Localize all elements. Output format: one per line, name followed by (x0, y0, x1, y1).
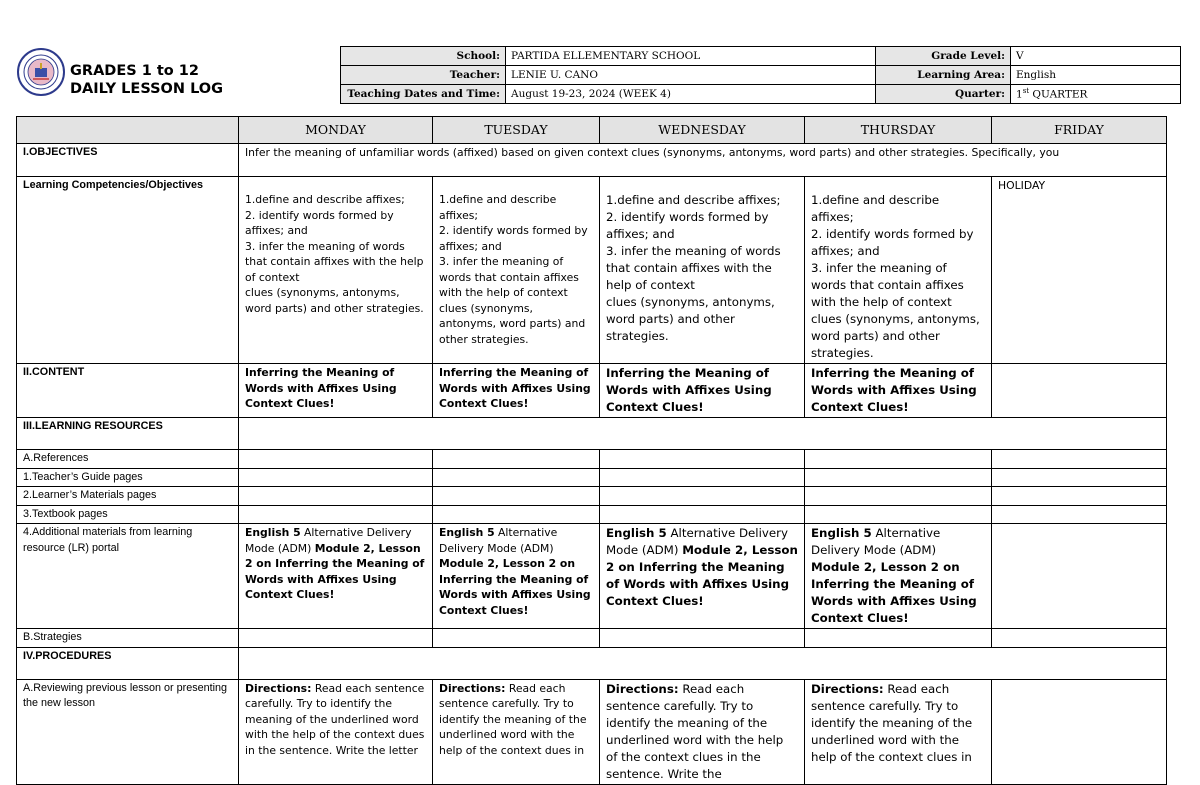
objectives-text: Infer the meaning of unfamiliar words (affixed) based on given context clues (synonyms, antonyms, word parts) and other strategies. Specifically, you (239, 144, 1167, 177)
quarter-label: Quarter: (876, 85, 1011, 104)
additional-wednesday: English 5 Alternative Delivery Mode (ADM) Module 2, Lesson 2 on Inferring the Meaning of Words with Affixes Using Context Clues! (600, 524, 805, 629)
competencies-label: Learning Competencies/Objectives (17, 177, 239, 364)
day-monday: MONDAY (239, 117, 433, 144)
grade-label: Grade Level: (876, 47, 1011, 66)
comp-wednesday: 1.define and describe affixes; 2. identify words formed by affixes; and 3. infer the meaning of words that contain affixes with the help of context clues (synonyms, antonyms, word parts) and other strategies. (600, 177, 805, 364)
day-thursday: THURSDAY (805, 117, 992, 144)
additional-thursday: English 5 Alternative Delivery Mode (ADM) Module 2, Lesson 2 on Inferring the Meaning of Words with Affixes Using Context Clues! (805, 524, 992, 629)
doc-title-dll: DAILY LESSON LOG (70, 81, 224, 97)
day-friday: FRIDAY (992, 117, 1167, 144)
content-wednesday: Inferring the Meaning of Words with Affixes Using Context Clues! (600, 364, 805, 418)
learners-materials-label: 2.Learner’s Materials pages (17, 487, 239, 506)
additional-tuesday: English 5 Alternative Delivery Mode (ADM) Module 2, Lesson 2 on Inferring the Meaning of Words with Affixes Using Context Clues! (433, 524, 600, 629)
content-monday: Inferring the Meaning of Words with Affixes Using Context Clues! (239, 364, 433, 418)
quarter-value: 1st QUARTER (1011, 85, 1181, 104)
header-info-table (340, 46, 1181, 104)
review-wednesday: Directions: Read each sentence carefully. Try to identify the meaning of the underlined word with the help of the context clues in the sentence. Write the (600, 679, 805, 784)
objectives-label: I.OBJECTIVES (17, 144, 239, 177)
dates-value: August 19-23, 2024 (WEEK 4) (506, 85, 876, 104)
content-tuesday: Inferring the Meaning of Words with Affixes Using Context Clues! (433, 364, 600, 418)
doc-title-grades: GRADES 1 to 12 (70, 63, 199, 79)
strategies-label: B.Strategies (17, 629, 239, 648)
review-monday: Directions: Read each sentence carefully. Try to identify the meaning of the underlined word with the help of the context dues in the sentence. Write the letter (239, 679, 433, 784)
teacher-value: LENIE U. CANO (506, 66, 876, 85)
textbook-label: 3.Textbook pages (17, 505, 239, 524)
content-friday (992, 364, 1167, 418)
day-tuesday: TUESDAY (433, 117, 600, 144)
resources-label: III.LEARNING RESOURCES (17, 418, 239, 450)
deped-seal-icon (16, 46, 66, 98)
procedures-blank (239, 647, 1167, 679)
comp-monday: 1.define and describe affixes; 2. identify words formed by affixes; and 3. infer the meaning of words that contain affixes with the help of context clues (synonyms, antonyms, word parts) and other strategies. (239, 177, 433, 364)
comp-thursday: 1.define and describe affixes; 2. identify words formed by affixes; and 3. infer the meaning of words that contain affixes with the help of context clues (synonyms, antonyms, word parts) and other strategies. (805, 177, 992, 364)
lesson-log-table (16, 116, 1167, 785)
teacher-label: Teacher: (341, 66, 506, 85)
additional-monday: English 5 Alternative Delivery Mode (ADM) Module 2, Lesson 2 on Inferring the Meaning of Words with Affixes Using Context Clues! (239, 524, 433, 629)
review-tuesday: Directions: Read each sentence carefully. Try to identify the meaning of the underlined word with the help of the context dues in (433, 679, 600, 784)
additional-materials-label: 4.Additional materials from learning resource (LR) portal (17, 524, 239, 629)
review-friday (992, 679, 1167, 784)
school-value: PARTIDA ELLEMENTARY SCHOOL (506, 47, 876, 66)
corner-cell (17, 117, 239, 144)
dates-label: Teaching Dates and Time: (341, 85, 506, 104)
grade-value: V (1011, 47, 1181, 66)
comp-tuesday: 1.define and describe affixes; 2. identify words formed by affixes; and 3. infer the meaning of words that contain affixes with the help of context clues (synonyms, antonyms, word parts) and other strategies. (433, 177, 600, 364)
review-label: A.Reviewing previous lesson or presenting the new lesson (17, 679, 239, 784)
additional-friday (992, 524, 1167, 629)
content-label: II.CONTENT (17, 364, 239, 418)
comp-friday: HOLIDAY (992, 177, 1167, 364)
area-value: English (1011, 66, 1181, 85)
teachers-guide-label: 1.Teacher’s Guide pages (17, 468, 239, 487)
resources-blank (239, 418, 1167, 450)
references-label: A.References (17, 450, 239, 469)
school-label: School: (341, 47, 506, 66)
review-thursday: Directions: Read each sentence carefully. Try to identify the meaning of the underlined word with the help of the context clues in (805, 679, 992, 784)
procedures-label: IV.PROCEDURES (17, 647, 239, 679)
content-thursday: Inferring the Meaning of Words with Affixes Using Context Clues! (805, 364, 992, 418)
area-label: Learning Area: (876, 66, 1011, 85)
day-wednesday: WEDNESDAY (600, 117, 805, 144)
